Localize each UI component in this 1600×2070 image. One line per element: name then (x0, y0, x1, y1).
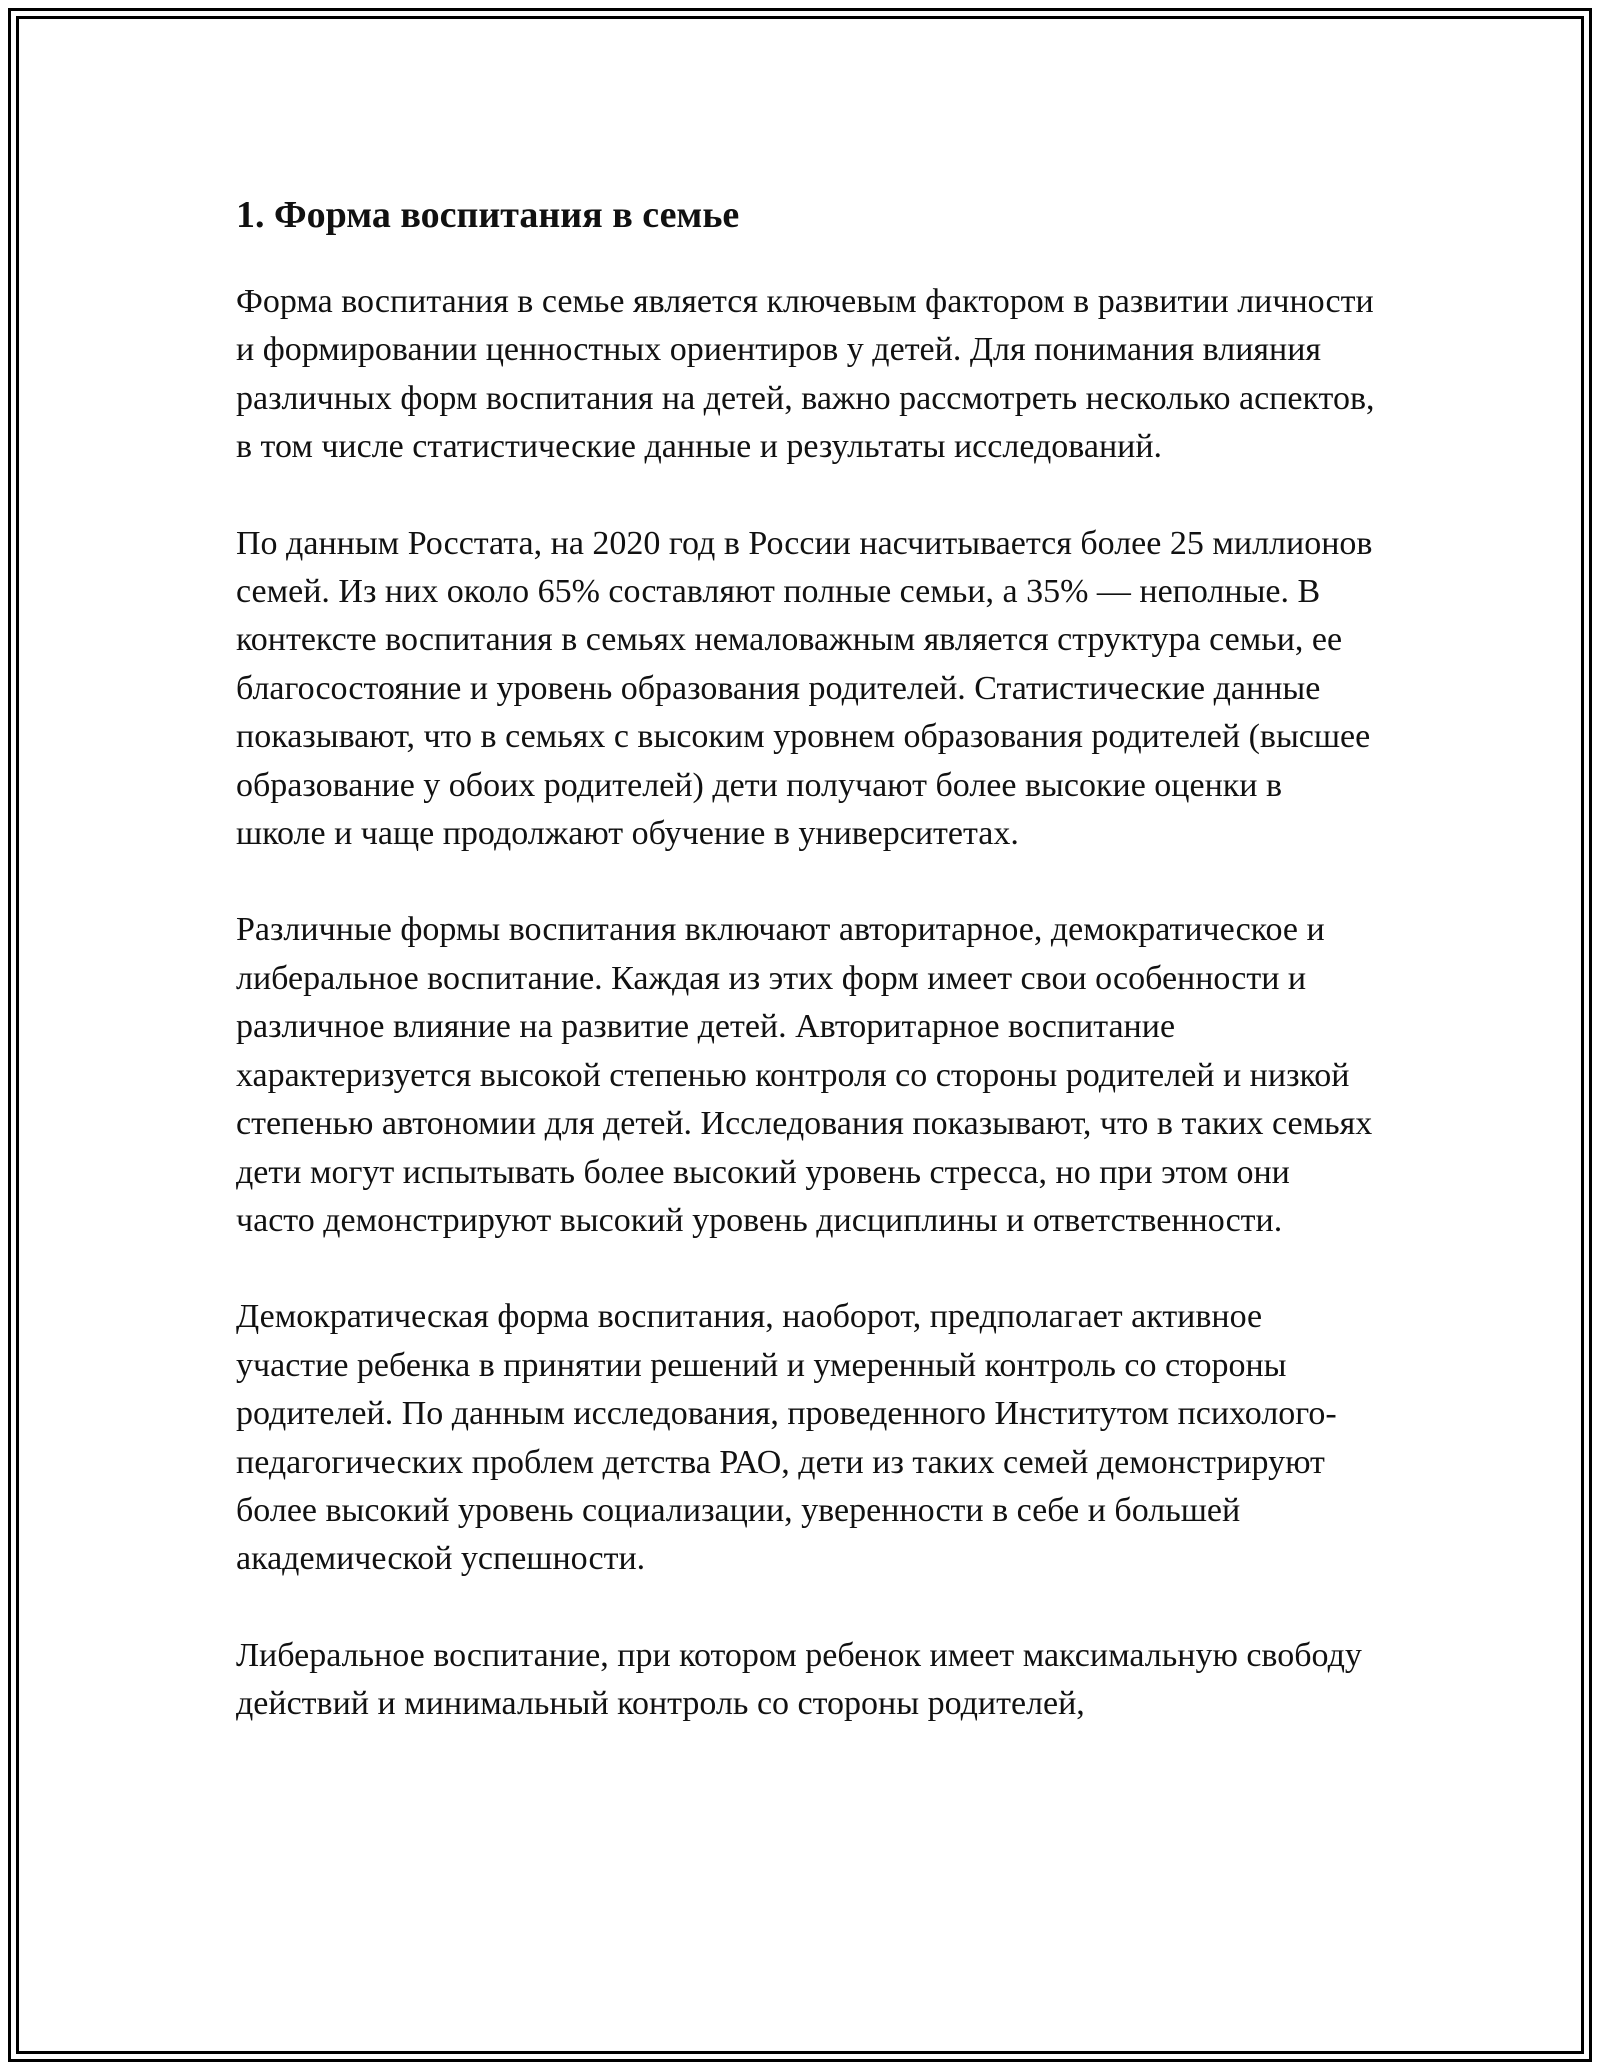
paragraph-intro: Форма воспитания в семье является ключевым фактором в развитии личности и формировании ценностных ориентиров у детей. Для понимания влияния различных форм воспитания на детей, важно рассмотреть несколько аспектов, в том числе статистические данные и результаты исследований. (236, 283, 1375, 466)
section-heading: 1. Форма воспитания в семье (236, 194, 740, 236)
paragraph-democratic: Демократическая форма воспитания, наоборот, предполагает активное участие ребенка в принятии решений и умеренный контроль со стороны родителей. По данным исследования, проведенного Институтом психолого-педагогических проблем детства РАО, дети из таких семей демонстрируют более высокий уровень социализации, уверенности в себе и большей академической успешности. (236, 1298, 1337, 1578)
paragraph-forms: Различные формы воспитания включают авторитарное, демократическое и либеральное воспитание. Каждая из этих форм имеет свои особенности и различное влияние на развитие детей. Авторитарное воспитание характеризуется высокой степенью контроля со стороны родителей и низкой степенью автономии для детей. Исследования показывают, что в таких семьях дети могут испытывать более высокий уровень стресса, но при этом они часто демонстрируют высокий уровень дисциплины и ответственности. (236, 911, 1373, 1239)
paragraph-liberal: Либеральное воспитание, при котором ребенок имеет максимальную свободу действий и минимальный контроль со стороны родителей, (236, 1636, 1362, 1723)
paragraph-statistics: По данным Росстата, на 2020 год в России насчитывается более 25 миллионов семей. Из них около 65% составляют полные семьи, а 35% — неполные. В контексте воспитания в семьях немаловажным является структура семьи, ее благосостояние и уровень образования родителей. Статистические данные показывают, что в семьях с высоким уровнем образования родителей (высшее образование у обоих родителей) дети получают более высокие оценки в школе и чаще продолжают обучение в университетах. (236, 524, 1373, 853)
document-body (236, 182, 1376, 1777)
